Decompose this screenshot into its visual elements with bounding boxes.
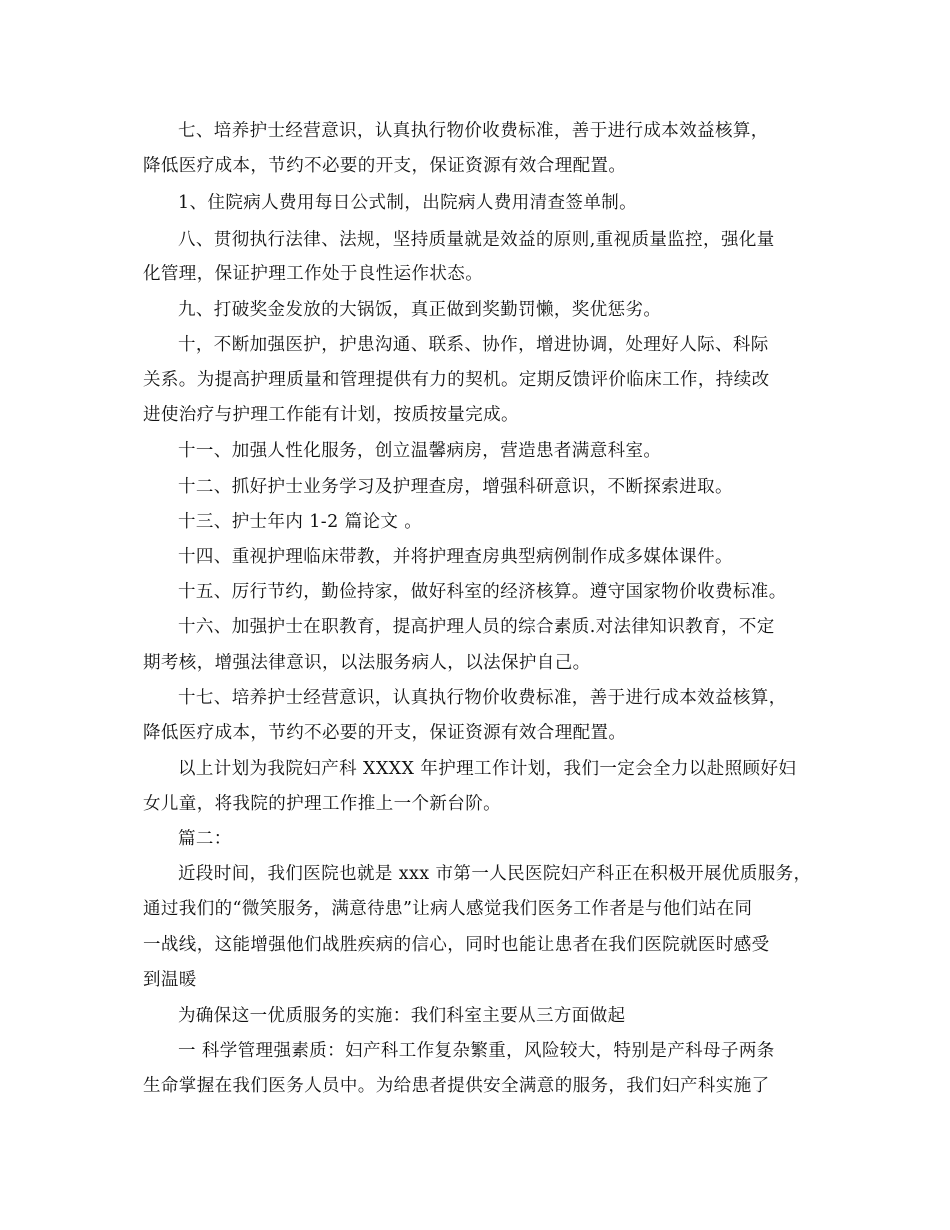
paragraph-line: 生命掌握在我们医务人员中。为给患者提供安全满意的服务，我们妇产科实施了 [143,1076,770,1096]
paragraph-line: 八、贯彻执行法律、法规，坚持质量就是效益的原则,重视质量监控，强化量 [178,230,775,250]
paragraph-line: 十五、厉行节约，勤俭持家，做好科室的经济核算。遵守国家物价收费标准。 [178,582,787,602]
paragraph-line: 十，不断加强医护，护患沟通、联系、协作，增进协调，处理好人际、科际 [178,335,769,355]
paragraph-line: 降低医疗成本，节约不必要的开支，保证资源有效合理配置。 [143,723,627,743]
paragraph-line: 十三、护士年内 1-2 篇论文 。 [178,512,423,532]
paragraph-line: 十七、培养护士经营意识，认真执行物价收费标准，善于进行成本效益核算， [178,688,787,708]
paragraph-line: 七、培养护士经营意识，认真执行物价收费标准，善于进行成本效益核算， [178,121,769,141]
paragraph-line: 为确保这一优质服务的实施：我们科室主要从三方面做起 [178,1006,626,1026]
paragraph-line: 十一、加强人性化服务，创立温馨病房，营造患者满意科室。 [178,441,662,461]
paragraph-line: 女儿童，将我院的护理工作推上一个新台阶。 [143,794,501,814]
paragraph-line: 近段时间，我们医院也就是 xxx 市第一人民医院妇产科正在积极开展优质服务， [178,864,812,884]
paragraph-line: 九、打破奖金发放的大锅饭，真正做到奖勤罚懒，奖优惩劣。 [178,300,662,320]
paragraph-line: 以上计划为我院妇产科 XXXX 年护理工作计划，我们一定会全力以赴照顾好妇 [178,759,797,779]
paragraph-line: 化管理，保证护理工作处于良性运作状态。 [143,264,484,284]
paragraph-line: 1、住院病人费用每日公式制，出院病人费用清查签单制。 [178,193,638,213]
paragraph-line: 十二、抓好护士业务学习及护理查房，增强科研意识，不断探索进取。 [178,477,733,497]
paragraph-line: 十四、重视护理临床带教，并将护理查房典型病例制作成多媒体课件。 [178,547,733,567]
paragraph-line: 降低医疗成本，节约不必要的开支，保证资源有效合理配置。 [143,156,627,176]
section-heading: 篇二： [178,829,232,849]
paragraph-line: 十六、加强护士在职教育，提高护理人员的综合素质.对法律知识教育，不定 [178,617,775,637]
paragraph-line: 通过我们的“微笑服务，满意待患”让病人感觉我们医务工作者是与他们站在同 [143,899,753,919]
paragraph-line: 关系。为提高护理质量和管理提供有力的契机。定期反馈评价临床工作，持续改 [143,370,770,390]
paragraph-line: 一战线，这能增强他们战胜疾病的信心，同时也能让患者在我们医院就医时感受 [143,935,770,955]
paragraph-line: 期考核，增强法律意识，以法服务病人，以法保护自己。 [143,653,591,673]
paragraph-line: 到温暖 [143,970,197,990]
paragraph-line: 进使治疗与护理工作能有计划，按质按量完成。 [143,405,519,425]
paragraph-line: 一 科学管理强素质：妇产科工作复杂繁重，风险较大，特别是产科母子两条 [178,1041,775,1061]
